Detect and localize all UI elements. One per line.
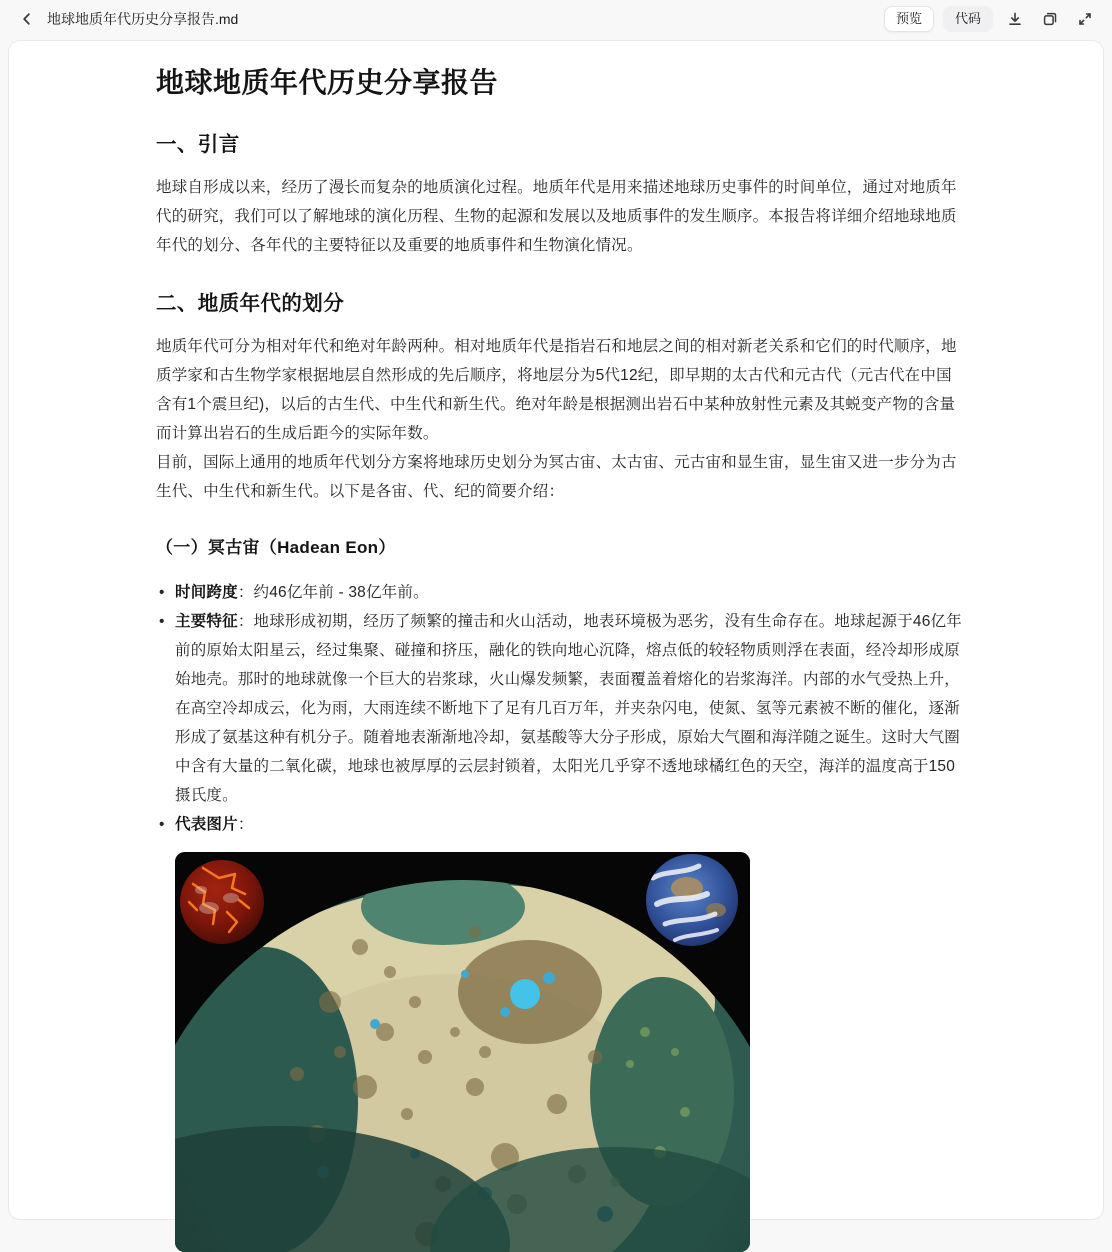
list-item-colon: ：: [237, 584, 254, 601]
section-heading-introduction: 一、引言: [156, 133, 240, 156]
paragraph: 目前，国际上通用的地质年代划分方案将地球历史划分为冥古宙、太古宙、元古宙和显生宙，显生宙又进一步分为古生代、中生代和新生代。以下是各宙、代、纪的简要介绍：: [156, 454, 957, 500]
download-button[interactable]: [1002, 6, 1028, 32]
topbar: [0, 0, 1112, 38]
list-item-colon: ：: [237, 613, 254, 630]
list-item-label: 时间跨度: [175, 584, 238, 601]
copy-button[interactable]: [1037, 6, 1063, 32]
file-title: 地球地质年代历史分享报告.md: [47, 11, 239, 27]
subsection-heading-hadean: （一）冥古宙（Hadean Eon）: [156, 538, 396, 557]
expand-button[interactable]: [1072, 6, 1098, 32]
list-item-features: [156, 607, 962, 810]
list-item-label: 代表图片: [175, 816, 238, 833]
section-heading-division: 二、地质年代的划分: [156, 292, 345, 315]
back-button[interactable]: [14, 6, 40, 32]
copy-icon: [1042, 11, 1058, 27]
hadean-earth-image: [175, 852, 750, 1252]
list-item-colon: ：: [237, 816, 254, 833]
list-item-timespan: [156, 578, 962, 607]
chevron-left-icon: [19, 11, 35, 27]
download-icon: [1007, 11, 1023, 27]
hadean-feature-list: [156, 578, 962, 1252]
document-scroll-area[interactable]: [156, 65, 962, 1252]
tab-code[interactable]: 代码: [943, 6, 993, 32]
list-item-text: 地球形成初期，经历了频繁的撞击和火山活动，地表环境极为恶劣，没有生命存在。地球起源于46亿年前的原始太阳星云，经过集聚、碰撞和挤压，融化的铁向地心沉降，熔点低的较轻物质则浮在表面，经冷却形成原始地壳。那时的地球就像一个巨大的岩浆球，火山爆发频繁，表面覆盖着熔化的岩浆海洋。内部的水气受热上升，在高空冷却成云，化为雨，大雨连续不断地下了足有几百万年，并夹杂闪电，使氮、氢等元素被不断的催化，逐渐形成了氨基这种有机分子。随着地表渐渐地冷却，氨基酸等大分子形成，原始大气圈和海洋随之诞生。这时大气圈中含有大量的二氧化碳，地球也被厚厚的云层封锁着，太阳光几乎穿不透地球橘红色的天空，海洋的温度高于150摄氏度。: [175, 613, 962, 804]
topbar-actions: [884, 6, 1098, 32]
list-item-image: [156, 810, 962, 1252]
paragraph: 地质年代可分为相对年代和绝对年龄两种。相对地质年代是指岩石和地层之间的相对新老关系和它们的时代顺序，地质学家和古生物学家根据地层自然形成的先后顺序，将地层分为5代12纪，即早期的太古代和元古代（元古代在中国含有1个震旦纪)，以后的古生代、中生代和新生代。绝对年龄是根据测出岩石中某种放射性元素及其蜕变产物的含量而计算出岩石的生成后距今的实际年数。: [156, 338, 957, 442]
list-item-text: 约46亿年前 - 38亿年前。: [253, 584, 429, 601]
expand-icon: [1077, 11, 1093, 27]
tab-preview[interactable]: 预览: [884, 6, 934, 32]
document-title: 地球地质年代历史分享报告: [156, 67, 499, 98]
document-card: [8, 40, 1104, 1220]
paragraph: 地球自形成以来，经历了漫长而复杂的地质演化过程。地质年代是用来描述地球历史事件的时间单位，通过对地质年代的研究，我们可以了解地球的演化历程、生物的起源和发展以及地质事件的发生顺序。本报告将详细介绍地球地质年代的划分、各年代的主要特征以及重要的地质事件和生物演化情况。: [156, 179, 957, 254]
list-item-label: 主要特征: [175, 613, 238, 630]
